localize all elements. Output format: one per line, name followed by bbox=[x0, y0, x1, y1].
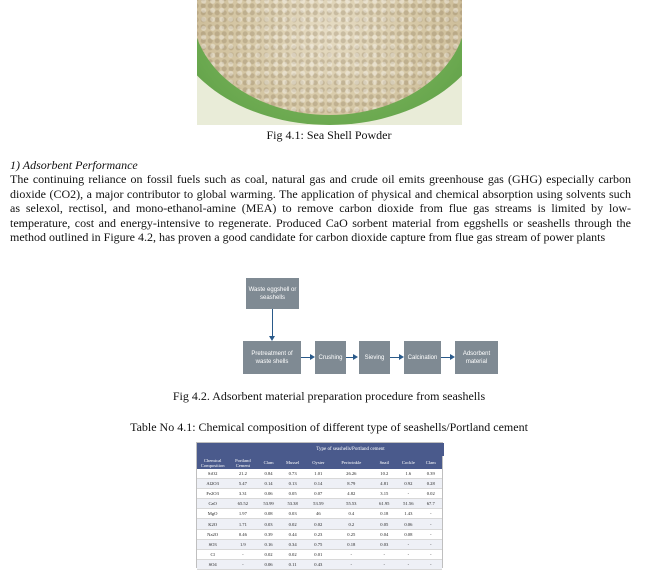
value-cell: 0.39 bbox=[420, 469, 442, 479]
value-cell: 0.18 bbox=[331, 539, 371, 549]
value-cell: - bbox=[228, 549, 257, 559]
table-row bbox=[197, 539, 442, 549]
value-cell: 0.11 bbox=[280, 559, 306, 569]
value-cell: 4.82 bbox=[331, 489, 371, 499]
value-cell: 0.92 bbox=[397, 479, 419, 489]
value-cell: 0.02 bbox=[305, 519, 331, 529]
value-cell: 0.03 bbox=[371, 539, 397, 549]
value-cell: 5.47 bbox=[228, 479, 257, 489]
table-row bbox=[197, 499, 442, 509]
value-cell: 55.53 bbox=[331, 499, 371, 509]
value-cell: 0.03 bbox=[257, 519, 279, 529]
value-cell: 0.05 bbox=[280, 489, 306, 499]
column-header: Snail bbox=[371, 456, 397, 469]
value-cell: 0.46 bbox=[228, 529, 257, 539]
value-cell: 3.15 bbox=[371, 489, 397, 499]
arrow-right-icon bbox=[353, 354, 358, 360]
column-header: Mussel bbox=[280, 456, 306, 469]
column-header: Oyster bbox=[305, 456, 331, 469]
section-heading: 1) Adsorbent Performance bbox=[10, 158, 138, 172]
compound-cell: K2O bbox=[197, 519, 228, 529]
value-cell: 0.06 bbox=[397, 519, 419, 529]
value-cell: 0.05 bbox=[371, 519, 397, 529]
compound-cell: Fe2O3 bbox=[197, 489, 228, 499]
flow-box-adsorbent: Adsorbent material bbox=[455, 341, 498, 374]
compound-cell: SiO2 bbox=[197, 469, 228, 479]
value-cell: 53.38 bbox=[280, 499, 306, 509]
value-cell: - bbox=[397, 489, 419, 499]
value-cell: 0.14 bbox=[257, 479, 279, 489]
value-cell: - bbox=[397, 539, 419, 549]
value-cell: 1.97 bbox=[228, 509, 257, 519]
value-cell: - bbox=[420, 509, 442, 519]
value-cell: 21.2 bbox=[228, 469, 257, 479]
value-cell: 67.7 bbox=[420, 499, 442, 509]
figure-4-2-caption: Fig 4.2. Adsorbent material preparation procedure from seashells bbox=[172, 389, 486, 403]
value-cell: 0.02 bbox=[420, 489, 442, 499]
value-cell: - bbox=[397, 559, 419, 569]
compound-cell: CaO bbox=[197, 499, 228, 509]
value-cell: 0.06 bbox=[257, 489, 279, 499]
column-header: Portland Cement bbox=[228, 456, 257, 469]
value-cell: 0.02 bbox=[280, 549, 306, 559]
compound-cell: MgO bbox=[197, 509, 228, 519]
column-header: Periwinkle bbox=[331, 456, 371, 469]
value-cell: 1.9 bbox=[228, 539, 257, 549]
value-cell: 0.39 bbox=[257, 529, 279, 539]
value-cell: - bbox=[420, 549, 442, 559]
flow-box-crushing: Crushing bbox=[315, 341, 346, 374]
flow-box-calcination: Calcination bbox=[404, 341, 441, 374]
figure-4-1-caption: Fig 4.1: Sea Shell Powder bbox=[266, 128, 392, 142]
value-cell: 0.02 bbox=[257, 549, 279, 559]
table-row bbox=[197, 519, 442, 529]
compound-cell: Cl bbox=[197, 549, 228, 559]
value-cell: 8.79 bbox=[331, 479, 371, 489]
table-row bbox=[197, 509, 442, 519]
value-cell: - bbox=[331, 559, 371, 569]
table-row bbox=[197, 549, 442, 559]
value-cell: 0.84 bbox=[257, 469, 279, 479]
value-cell: 0.02 bbox=[280, 519, 306, 529]
column-header: Clam bbox=[257, 456, 279, 469]
table-4-1-caption: Table No 4.1: Chemical composition of different type of seashells/Portland cement bbox=[130, 420, 528, 434]
value-cell: 61.95 bbox=[371, 499, 397, 509]
table-row bbox=[197, 469, 442, 479]
column-header: Chemical Composition bbox=[197, 456, 228, 469]
value-cell: - bbox=[371, 559, 397, 569]
sea-shell-powder-photo bbox=[197, 0, 462, 125]
value-cell: 0.01 bbox=[305, 549, 331, 559]
compound-cell: SO3 bbox=[197, 539, 228, 549]
value-cell: 1.6 bbox=[397, 469, 419, 479]
value-cell: 53.59 bbox=[305, 499, 331, 509]
value-cell: 0.4 bbox=[331, 509, 371, 519]
value-cell: 0.23 bbox=[305, 529, 331, 539]
table-row bbox=[197, 489, 442, 499]
value-cell: 0.08 bbox=[257, 509, 279, 519]
value-cell: 10.2 bbox=[371, 469, 397, 479]
value-cell: - bbox=[397, 549, 419, 559]
value-cell: 1.43 bbox=[397, 509, 419, 519]
value-cell: 26.26 bbox=[331, 469, 371, 479]
value-cell: - bbox=[228, 559, 257, 569]
value-cell: 0.16 bbox=[257, 539, 279, 549]
value-cell: 0.73 bbox=[280, 469, 306, 479]
column-header: Cockle bbox=[397, 456, 419, 469]
value-cell: 1.71 bbox=[228, 519, 257, 529]
value-cell: - bbox=[420, 559, 442, 569]
value-cell: 0.03 bbox=[280, 509, 306, 519]
compound-cell: Al2O3 bbox=[197, 479, 228, 489]
value-cell: 0.04 bbox=[371, 529, 397, 539]
compound-cell: SO4 bbox=[197, 559, 228, 569]
flow-box-start: Waste eggshell or seashells bbox=[246, 278, 299, 309]
value-cell: 0.07 bbox=[305, 489, 331, 499]
value-cell: 4.81 bbox=[371, 479, 397, 489]
value-cell: - bbox=[371, 549, 397, 559]
compound-cell: Na2O bbox=[197, 529, 228, 539]
table-group-header: Type of seashells/Portland cement bbox=[197, 443, 444, 456]
value-cell: 0.25 bbox=[331, 529, 371, 539]
section-paragraph: The continuing reliance on fossil fuels such as coal, natural gas and crude oil emits greenhouse gas (GHG) especially carbon dioxide (CO2), a major contributor to global warming. The application of physical and chemical absorption using solvents such as selexol, rectisol, and mono-ethanol-amine (MEA) to remove carbon dioxide from flue gas streams is limited by low-temperature, cost and energy-intensive to regenerate. Produced CaO sorbent material from eggshells or seashells through the method outlined in Figure 4.2, has proven a good candidate for carbon dioxide capture from flue gas stream of power plants bbox=[10, 172, 631, 245]
value-cell: 0.2 bbox=[331, 519, 371, 529]
value-cell: - bbox=[420, 539, 442, 549]
value-cell: 65.52 bbox=[228, 499, 257, 509]
composition-table bbox=[196, 442, 443, 568]
value-cell: 0.13 bbox=[280, 479, 306, 489]
value-cell: 0.75 bbox=[305, 539, 331, 549]
flow-box-sieving: Sieving bbox=[359, 341, 390, 374]
table-row bbox=[197, 479, 442, 489]
value-cell: 51.56 bbox=[397, 499, 419, 509]
flow-box-pretreatment: Pretreatment of waste shells bbox=[243, 341, 301, 374]
value-cell: 0.18 bbox=[371, 509, 397, 519]
value-cell: 1.01 bbox=[305, 469, 331, 479]
value-cell: 0.44 bbox=[280, 529, 306, 539]
table-header-row bbox=[197, 456, 442, 469]
value-cell: - bbox=[331, 549, 371, 559]
value-cell: 0.06 bbox=[257, 559, 279, 569]
value-cell: 0.08 bbox=[397, 529, 419, 539]
value-cell: - bbox=[420, 519, 442, 529]
value-cell: 0.28 bbox=[420, 479, 442, 489]
value-cell: 53.99 bbox=[257, 499, 279, 509]
column-header: Clam bbox=[420, 456, 442, 469]
value-cell: 0.34 bbox=[280, 539, 306, 549]
flow-connector-down bbox=[272, 309, 273, 339]
value-cell: 3.31 bbox=[228, 489, 257, 499]
value-cell: 0.43 bbox=[305, 559, 331, 569]
value-cell: - bbox=[420, 529, 442, 539]
value-cell: 0.14 bbox=[305, 479, 331, 489]
value-cell: 46 bbox=[305, 509, 331, 519]
table-row bbox=[197, 529, 442, 539]
